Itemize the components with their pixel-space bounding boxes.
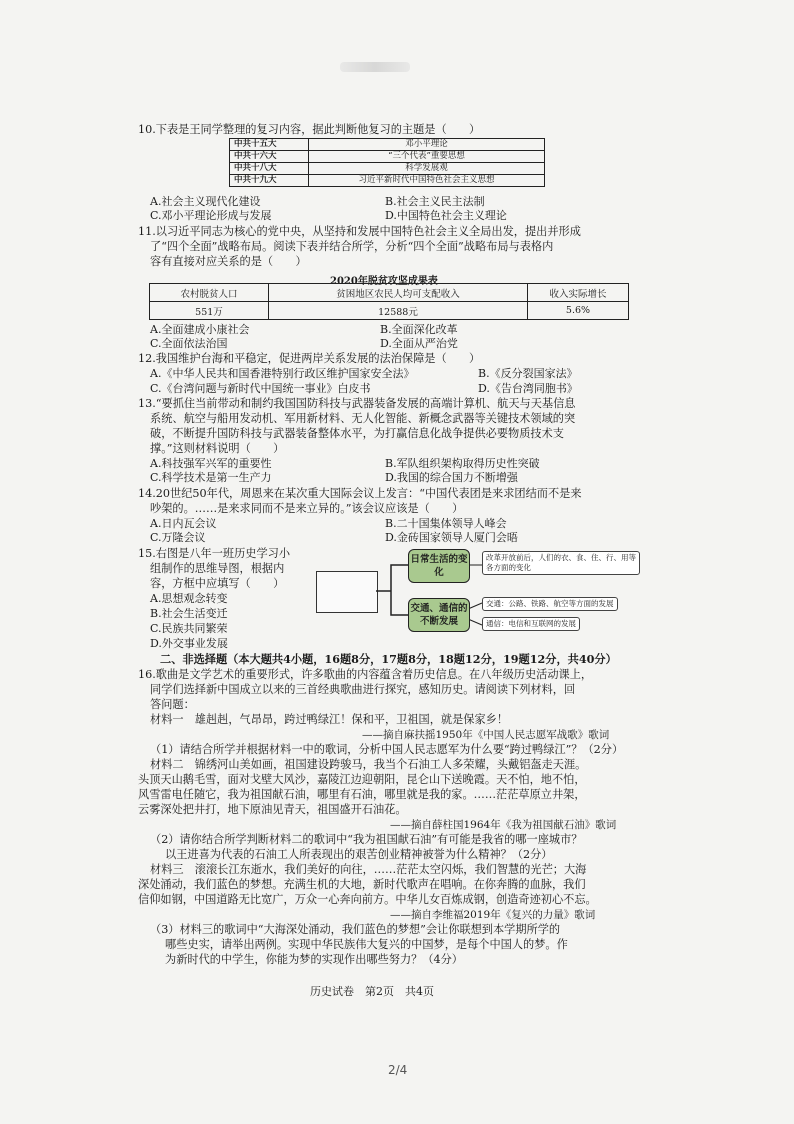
q11-stem-2: 了“四个全面”战略布局。阅读下表并结合所学，分析“四个全面”战略布局与表格内 <box>150 240 554 253</box>
q11-table-title: 2020年脱贫攻坚成果表 <box>330 276 438 287</box>
table-cell: 农村脱贫人口 <box>150 284 269 302</box>
q15-option-a: A.思想观念转变 <box>150 592 228 605</box>
q10-table <box>229 138 545 187</box>
q13-stem-1: 13.“要抓住当前带动和制约我国国防科技与武器装备发展的高端计算机、航天与天基信息 <box>138 397 576 410</box>
q16-subq-1: （1）请结合所学并根据材料一中的歌词，分析中国人民志愿军为什么要“跨过鸭绿江”？（2分） <box>150 743 624 756</box>
q12-option-d: D.《告台湾同胞书》 <box>478 382 578 395</box>
q10-stem: 10.下表是王同学整理的复习内容，据此判断他复习的主题是（ ） <box>138 123 481 136</box>
table-cell: 邓小平理论 <box>309 139 545 151</box>
page-indicator: 2/4 <box>388 1063 408 1077</box>
mindmap-node-transport: 交通、通信的不断发展 <box>408 598 470 632</box>
q16-intro-1: 16.歌曲是文学艺术的重要形式，许多歌曲的内容蕴含着历史信息。在八年级历史活动课上， <box>138 668 593 681</box>
table-row <box>150 302 629 320</box>
table-row <box>230 139 545 151</box>
q15-stem-1: 15.右图是八年一班历史学习小 <box>138 547 291 560</box>
table-cell: 551万 <box>150 302 269 320</box>
q13-stem-2: 系统、航空与船用发动机、军用新材料、无人化智能、新概念武器等关键技术领域的突 <box>150 412 576 425</box>
mindmap-desc-communication: 通信：电信和互联网的发展 <box>482 617 580 631</box>
mindmap-node-daily-life: 日常生活的变化 <box>408 549 470 583</box>
q16-material-3-line-1: 材料三 滚滚长江东逝水，我们美好的向往，……茫茫太空闪烁，我们智慧的光芒；大海 <box>150 863 587 876</box>
q14-option-b: B.二十国集体领导人峰会 <box>385 517 507 530</box>
q11-stem-1: 11.以习近平同志为核心的党中央，从坚持和发展中国特色社会主义全局出发，提出并形成 <box>138 225 581 238</box>
table-row <box>230 151 545 163</box>
q13-option-d: D.我国的综合国力不断增强 <box>385 471 518 484</box>
q15-mindmap <box>316 553 646 629</box>
q14-option-d: D.金砖国家领导人厦门会晤 <box>385 531 518 544</box>
table-cell: 中共十六大 <box>230 151 309 163</box>
table-row <box>230 163 545 175</box>
q10-option-c: C.邓小平理论形成与发展 <box>150 209 272 222</box>
q16-material-3-source: ——摘自李维福2019年《复兴的力量》歌词 <box>390 909 596 921</box>
q16-intro-3: 答问题： <box>150 698 195 711</box>
table-cell: “三个代表”重要思想 <box>309 151 545 163</box>
q16-material-1-source: ——摘自麻扶摇1950年《中国人民志愿军战歌》歌词 <box>362 729 610 741</box>
table-cell: 中共十五大 <box>230 139 309 151</box>
q13-option-c: C.科学技术是第一生产力 <box>150 471 272 484</box>
q11-option-c: C.全面依法治国 <box>150 337 228 350</box>
q13-option-b: B.军队组织架构取得历史性突破 <box>385 457 540 470</box>
q16-material-2-source: ——摘自薛柱国1964年《我为祖国献石油》歌词 <box>390 819 617 831</box>
table-cell: 收入实际增长 <box>528 284 629 302</box>
table-row <box>230 175 545 187</box>
q14-stem-1: 14.20世纪50年代，周恩来在某次重大国际会议上发言：“中国代表团是来求团结而不是来 <box>138 487 582 500</box>
q16-material-1: 材料一 雄赳赳，气昂昂，跨过鸭绿江！保和平，卫祖国，就是保家乡！ <box>150 713 509 726</box>
q16-subq-3-line-3: 为新时代的中学生，你能为梦的实现作出哪些努力？（4分） <box>165 953 463 966</box>
table-row <box>150 284 629 302</box>
q11-option-d: D.全面从严治党 <box>380 337 458 350</box>
q16-intro-2: 同学们选择新中国成立以来的三首经典歌曲进行探究，感知历史。请阅读下列材料，回 <box>150 683 576 696</box>
table-cell: 贫困地区农民人均可支配收入 <box>269 284 528 302</box>
mindmap-desc-daily-life: 改革开放前后，人们的衣、食、住、行、用等各方面的变化 <box>482 551 640 575</box>
q13-option-a: A.科技强军兴军的重要性 <box>150 457 272 470</box>
q16-subq-3-line-1: （3）材料三的歌词中“大海深处涌动，我们蓝色的梦想”会让你联想到本学期所学的 <box>150 923 561 936</box>
q13-stem-4: 撑。”这则材料说明（ ） <box>150 442 285 455</box>
q10-option-d: D.中国特色社会主义理论 <box>385 209 507 222</box>
q14-option-a: A.日内瓦会议 <box>150 517 217 530</box>
table-cell: 中共十八大 <box>230 163 309 175</box>
q16-material-2-line-3: 风雪雷电任随它，我为祖国献石油，哪里有石油，哪里就是我的家。……茫茫草原立井架， <box>138 788 586 801</box>
section-2-heading: 二、非选择题（本大题共4小题，16题8分，17题8分，18题12分，19题12分，共40分） <box>160 652 617 666</box>
scan-smudge <box>340 62 410 72</box>
q15-option-b: B.社会生活变迁 <box>150 607 228 620</box>
table-cell: 习近平新时代中国特色社会主义思想 <box>309 175 545 187</box>
q14-option-c: C.万隆会议 <box>150 531 206 544</box>
q10-option-b: B.社会主义民主法制 <box>385 195 485 208</box>
q14-stem-2: 吵架的。……是来求同而不是来立异的。”该会议应该是（ ） <box>150 502 464 515</box>
q10-option-a: A.社会主义现代化建设 <box>150 195 261 208</box>
q12-stem: 12.我国维护台海和平稳定，促进两岸关系发展的法治保障是（ ） <box>138 352 481 365</box>
table-cell: 12588元 <box>269 302 528 320</box>
q12-option-b: B.《反分裂国家法》 <box>478 367 578 380</box>
q16-material-3-line-2: 深处涌动，我们蓝色的梦想。充满生机的大地，新时代歌声在唱响。在你奔腾的血脉，我们 <box>138 878 586 891</box>
q11-option-b: B.全面深化改革 <box>380 323 458 336</box>
page-footer: 历史试卷 第2页 共4页 <box>310 985 434 998</box>
q13-stem-3: 破，不断提升国防科技与武器装备整体水平，为打赢信息化战争提供必要物质技术支 <box>150 427 564 440</box>
table-cell: 5.6% <box>528 302 629 320</box>
mindmap-desc-transport: 交通：公路、铁路、航空等方面的发展 <box>482 597 618 611</box>
q15-option-c: C.民族共同繁荣 <box>150 622 228 635</box>
q16-subq-2-line-1: （2）请你结合所学判断材料二的歌词中“我为祖国献石油”有可能是我省的哪一座城市？ <box>150 833 583 846</box>
q11-table <box>149 283 629 320</box>
table-cell: 科学发展观 <box>309 163 545 175</box>
table-cell: 中共十九大 <box>230 175 309 187</box>
q16-material-2-line-1: 材料二 锦绣河山美如画，祖国建设跨骏马，我当个石油工人多荣耀，头戴铝盔走天涯。 <box>150 758 587 771</box>
q12-option-c: C.《台湾问题与新时代中国统一事业》白皮书 <box>150 382 371 395</box>
q11-option-a: A.全面建成小康社会 <box>150 323 250 336</box>
q15-option-d: D.外交事业发展 <box>150 637 228 650</box>
q16-material-2-line-2: 头顶天山鹅毛雪，面对戈壁大风沙，嘉陵江边迎朝阳，昆仑山下送晚霞。天不怕，地不怕， <box>138 773 586 786</box>
q12-option-a: A.《中华人民共和国香港特别行政区维护国家安全法》 <box>150 367 415 380</box>
q15-stem-3: 容，方框中应填写（ ） <box>150 577 285 590</box>
q16-material-3-line-3: 信仰如钢，中国道路无比宽广，万众一心奔向前方。中华儿女百炼成钢，创造奇迹初心不忘。 <box>138 893 597 906</box>
q16-material-2-line-4: 云雾深处把井打，地下原油见青天，祖国盛开石油花。 <box>138 803 407 816</box>
q11-stem-3: 容有直接对应关系的是（ ） <box>150 255 307 268</box>
q15-stem-2: 组制作的思维导图，根据内 <box>150 562 285 575</box>
q16-subq-3-line-2: 哪些史实，请举出两例。实现中华民族伟大复兴的中国梦，是每个中国人的梦。作 <box>165 938 568 951</box>
q16-subq-2-line-2: 以王进喜为代表的石油工人所表现出的艰苦创业精神被誉为什么精神？（2分） <box>165 848 553 861</box>
